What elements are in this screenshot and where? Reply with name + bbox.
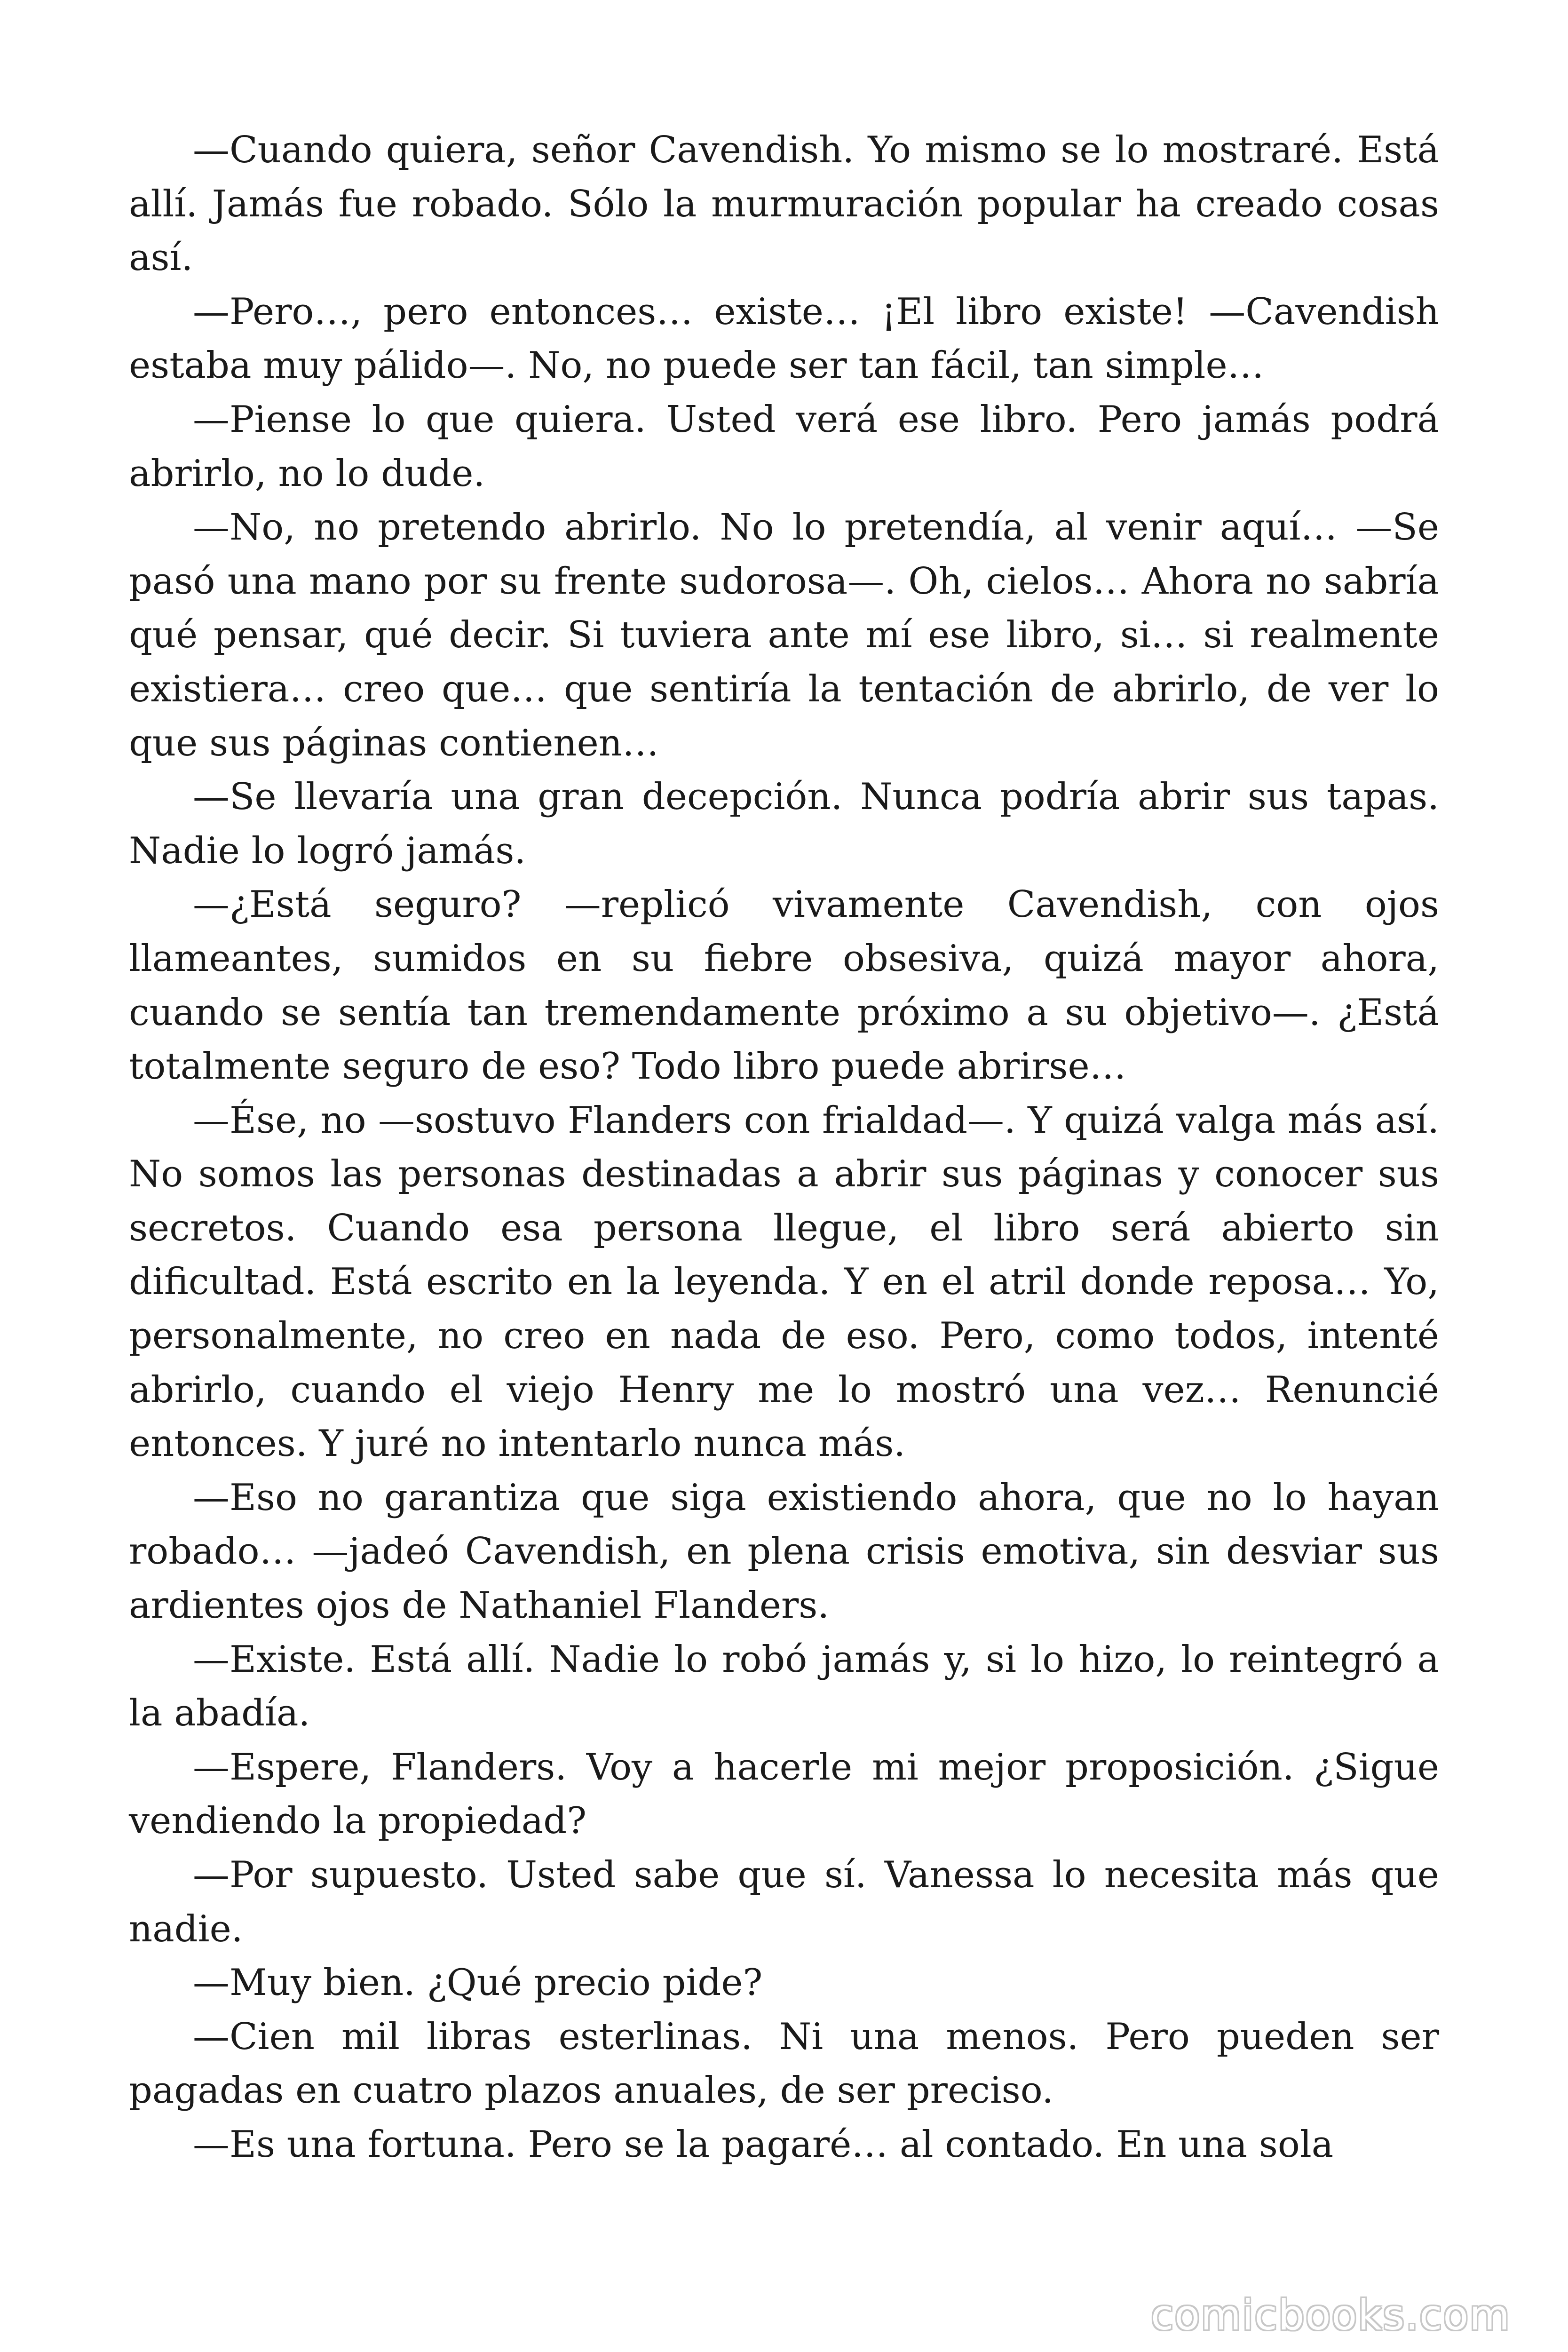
paragraph: —Pero…, pero entonces… existe… ¡El libro existe! —Cavendish estaba muy pálido—. No, no puede ser tan fácil, tan simple… <box>129 290 1439 387</box>
paragraph: —Eso no garantiza que siga existiendo ahora, que no lo hayan robado… —jadeó Cavendish, en plena crisis emotiva, sin desviar sus ardientes ojos de Nathaniel Flanders. <box>129 1476 1439 1627</box>
paragraph: —Ése, no —sostuvo Flanders con frialdad—. Y quizá valga más así. No somos las personas destinadas a abrir sus páginas y conocer sus secretos. Cuando esa persona llegue, el libro será abierto sin dificultad. Está escrito en la leyenda. Y en el atril donde reposa… Yo, personalmente, no creo en nada de eso. Pero, como todos, intenté abrirlo, cuando el viejo Henry me lo mostró una vez… Renuncié entonces. Y juré no intentarlo nunca más. <box>129 1099 1439 1465</box>
paragraph: —No, no pretendo abrirlo. No lo pretendía, al venir aquí… —Se pasó una mano por su frente sudorosa—. Oh, cielos… Ahora no sabría qué pensar, qué decir. Si tuviera ante mí ese libro, si… si realmente existiera… creo que… que sentiría la tentación de abrirlo, de ver lo que sus páginas contienen… <box>129 506 1439 764</box>
body-text <box>129 123 1439 2172</box>
paragraph: —Cuando quiera, señor Cavendish. Yo mismo se lo mostraré. Está allí. Jamás fue robado. Sólo la murmuración popular ha creado cosas así. <box>129 129 1439 279</box>
paragraph: —Es una fortuna. Pero se la pagaré… al contado. En una sola <box>193 2123 1334 2166</box>
paragraph: —Espere, Flanders. Voy a hacerle mi mejor proposición. ¿Sigue vendiendo la propiedad? <box>129 1746 1439 1843</box>
paragraph: —Se llevaría una gran decepción. Nunca podría abrir sus tapas. Nadie lo logró jamás. <box>129 776 1439 872</box>
paragraph: —Piense lo que quiera. Usted verá ese libro. Pero jamás podrá abrirlo, no lo dude. <box>129 398 1439 495</box>
site-watermark: comicbooks.com <box>1150 2291 1511 2339</box>
paragraph: —¿Está seguro? —replicó vivamente Cavendish, con ojos llameantes, sumidos en su fiebre obsesiva, quizá mayor ahora, cuando se sentía tan tremendamente próximo a su objetivo—. ¿Está totalmente seguro de eso? Todo libro puede abrirse… <box>129 883 1439 1088</box>
paragraph: —Por supuesto. Usted sabe que sí. Vanessa lo necesita más que nadie. <box>129 1854 1439 1950</box>
paragraph: —Muy bien. ¿Qué precio pide? <box>193 1962 763 2004</box>
paragraph: —Cien mil libras esterlinas. Ni una menos. Pero pueden ser pagadas en cuatro plazos anuales, de ser preciso. <box>129 2015 1439 2112</box>
paragraph: —Existe. Está allí. Nadie lo robó jamás y, si lo hizo, lo reintegró a la abadía. <box>129 1638 1439 1735</box>
